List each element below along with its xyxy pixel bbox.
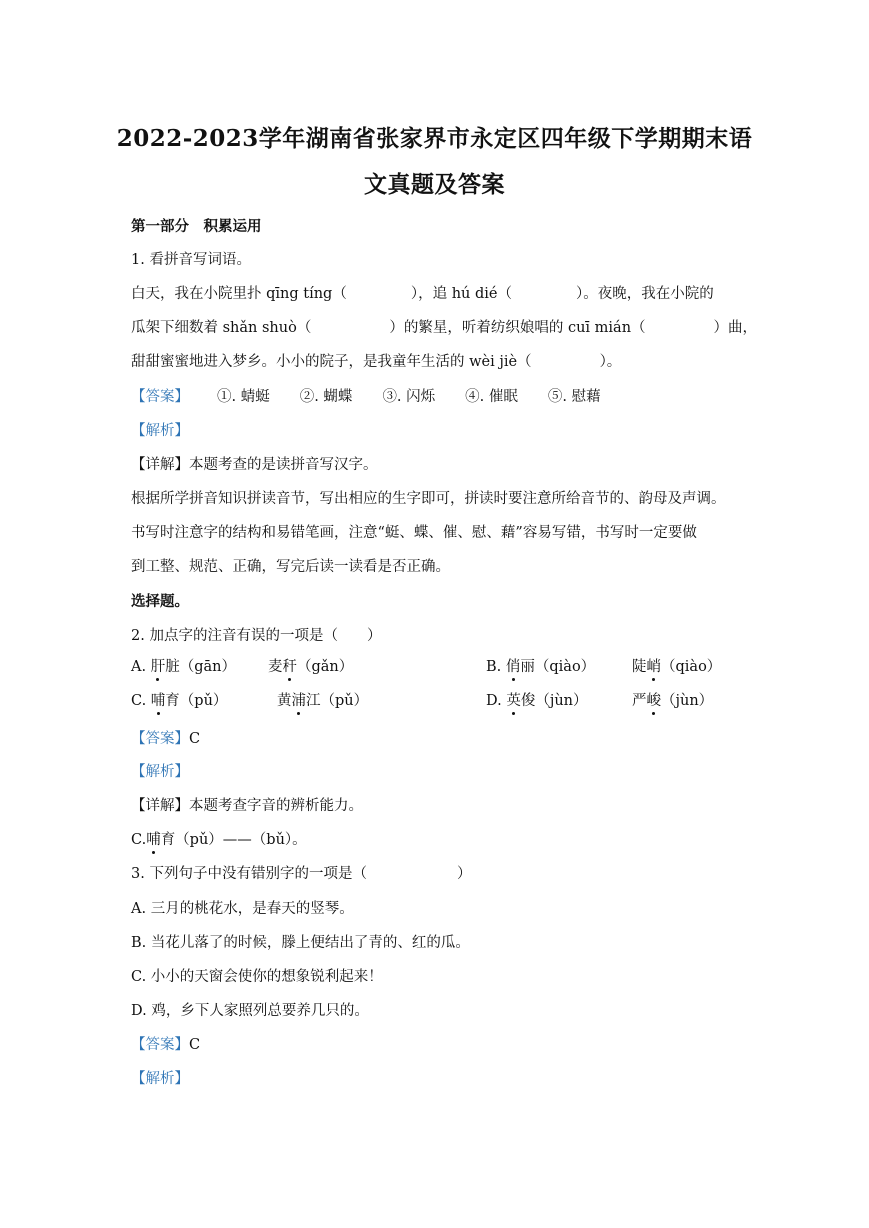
q1-detail-paragraph: 根据所学拼音知识拼读音节，写出相应的生字即可，拼读时要注意所给音节的、韵母及声调。 <box>131 491 726 507</box>
answer-tag: 【答案】 <box>131 389 189 405</box>
document-title-line-2: 文真题及答案 <box>364 171 505 198</box>
answer-item: ②. 蝴蝶 <box>299 389 353 405</box>
detail-text: 育（pǔ）——（bǔ）。 <box>160 832 307 848</box>
option-text: 黄 <box>277 693 292 709</box>
q1-text-line-2 <box>131 318 758 338</box>
option-text: C. <box>131 693 151 709</box>
q3-stem-text: 3. 下列句子中没有错别字的一项是（ <box>131 866 367 882</box>
q2-option-c-word-2 <box>277 691 368 711</box>
option-text: （jùn） <box>661 693 714 709</box>
q1-text-seg: 瓜架下细数着 shǎn shuò（ <box>131 320 312 336</box>
q2-option-b-word-1 <box>486 657 595 677</box>
q2-option-a-word-2 <box>268 657 353 677</box>
dotted-char: 峭 <box>646 659 661 675</box>
q1-text-line-3 <box>131 352 741 372</box>
answer-tag: 【答案】 <box>131 731 189 747</box>
option-text: （qiào） <box>661 659 722 675</box>
option-text: 丽（qiào） <box>520 659 596 675</box>
q2-detail-paragraph <box>131 830 741 850</box>
q2-detail-heading: 【详解】本题考查字音的辨析能力。 <box>131 798 363 814</box>
q1-text-line-1 <box>131 284 741 304</box>
q1-text-seg: ），追 hú dié（ <box>410 286 512 302</box>
option-text: 育（pǔ） <box>165 693 228 709</box>
analysis-tag: 【解析】 <box>131 764 189 780</box>
q1-text-seg: ）曲， <box>713 320 758 336</box>
q1-answer-line <box>131 387 741 407</box>
option-text: 麦 <box>268 659 283 675</box>
answer-item: ④. 催眠 <box>465 389 518 405</box>
q3-option-b: B. 当花儿落了的时候，滕上便结出了青的、红的瓜。 <box>131 935 470 951</box>
answer-item: ③. 闪烁 <box>382 389 436 405</box>
q3-option-c: C. 小小的天窗会使你的想象锐利起来！ <box>131 969 383 985</box>
answer-item: ⑤. 慰藉 <box>547 389 601 405</box>
q3-option-a: A. 三月的桃花水，是春天的竖琴。 <box>131 901 354 917</box>
dotted-char: 浦 <box>291 693 306 709</box>
q2-option-d-word-1 <box>486 691 588 711</box>
q2-stem: 2. 加点字的注音有误的一项是（ ） <box>131 628 382 644</box>
dotted-char: 英 <box>506 693 521 709</box>
q1-detail-heading: 【详解】本题考查的是读拼音写汉字。 <box>131 457 378 473</box>
q3-option-d: D. 鸡，乡下人家照列总要养几只的。 <box>131 1003 369 1019</box>
option-text: B. <box>486 659 506 675</box>
q1-text-seg: ）的繁星，听着纺织娘唱的 cuī mián（ <box>389 320 646 336</box>
q2-option-b-word-2 <box>632 657 721 677</box>
q1-text-seg: 白天，我在小院里扑 qīng tíng（ <box>131 286 347 302</box>
part-heading: 第一部分 积累运用 <box>131 218 262 235</box>
option-text: A. <box>131 659 151 675</box>
analysis-tag: 【解析】 <box>131 423 189 439</box>
q2-option-d-word-2 <box>632 691 713 711</box>
answer-item: ①. 蜻蜓 <box>217 389 270 405</box>
option-text: 陡 <box>632 659 647 675</box>
q3-stem <box>131 864 741 884</box>
q1-detail-paragraph: 到工整、规范、正确，写完后读一读看是否正确。 <box>131 559 450 575</box>
answer-value: C <box>189 731 201 747</box>
document-title-line-1: 2022-2023学年湖南省张家界市永定区四年级下学期期末语 <box>116 125 753 152</box>
q1-stem: 1. 看拼音写词语。 <box>131 252 251 268</box>
option-text: D. <box>486 693 507 709</box>
q3-stem-text: ） <box>456 866 472 882</box>
answer-value: C <box>189 1037 201 1053</box>
dotted-char: 秆 <box>282 659 297 675</box>
option-text: 江（pǔ） <box>306 693 369 709</box>
analysis-tag: 【解析】 <box>131 1071 189 1087</box>
dotted-char: 峻 <box>646 693 661 709</box>
option-text: 严 <box>632 693 647 709</box>
q3-answer-line <box>131 1035 741 1055</box>
option-text: （gǎn） <box>297 659 354 675</box>
q1-text-seg: ）。 <box>599 354 622 370</box>
dotted-char: 哺 <box>150 693 166 709</box>
q1-text-seg: ）。夜晚，我在小院的 <box>576 286 714 302</box>
q2-option-a-word-1 <box>131 657 236 677</box>
option-text: 脏（gān） <box>165 659 236 675</box>
section-heading: 选择题。 <box>131 593 189 610</box>
option-text: 俊（jùn） <box>520 693 588 709</box>
q1-text-seg: 甜甜蜜蜜地进入梦乡。小小的院子，是我童年生活的 wèi jiè（ <box>131 354 532 370</box>
q1-detail-paragraph: 书写时注意字的结构和易错笔画，注意“蜓、蝶、催、慰、藉”容易写错，书写时一定要做 <box>131 525 697 541</box>
dotted-char: 哺 <box>146 832 161 848</box>
q2-answer-line <box>131 729 741 749</box>
answer-tag: 【答案】 <box>131 1037 189 1053</box>
dotted-char: 俏 <box>505 659 521 675</box>
detail-text: C. <box>131 832 147 848</box>
dotted-char: 肝 <box>150 659 166 675</box>
q2-option-c-word-1 <box>131 691 227 711</box>
